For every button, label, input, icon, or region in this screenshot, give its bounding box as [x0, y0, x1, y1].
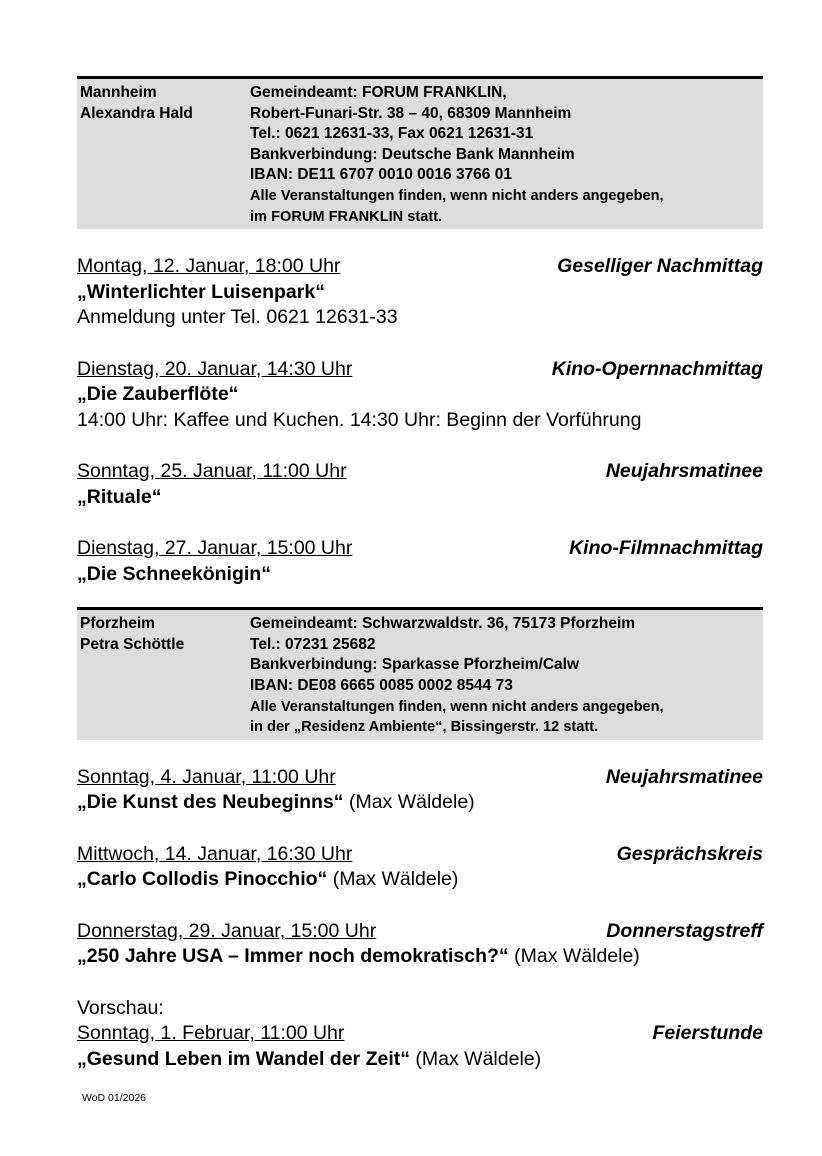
office-line: Gemeindeamt: FORUM FRANKLIN, — [250, 84, 507, 101]
city-name: Mannheim — [80, 84, 157, 101]
event-speaker: (Max Wäldele) — [327, 868, 459, 891]
event-detail: Anmeldung unter Tel. 0621 12631-33 — [77, 306, 398, 329]
event-speaker: (Max Wäldele) — [508, 945, 640, 968]
event-type: Feierstunde — [652, 1022, 763, 1045]
event-title: „Carlo Collodis Pinocchio“ — [77, 868, 328, 891]
event-title: „Gesund Leben im Wandel der Zeit“ — [77, 1047, 410, 1070]
event-date: Sonntag, 25. Januar, 11:00 Uhr — [77, 460, 347, 483]
event-date: Dienstag, 20. Januar, 14:30 Uhr — [77, 357, 353, 380]
bank-line: Bankverbindung: Deutsche Bank Mannheim — [250, 145, 575, 163]
address-column — [250, 83, 763, 227]
event-item — [77, 842, 763, 893]
event-item — [77, 254, 763, 331]
preview-label: Vorschau: — [77, 996, 164, 1019]
contact-person: Alexandra Hald — [80, 104, 193, 122]
note-line: in der „Residenz Ambiente“, Bissingerstr. 12 statt. — [250, 719, 599, 736]
event-type: Neujahrsmatinee — [605, 460, 763, 483]
event-item — [77, 459, 763, 510]
iban-line: IBAN: DE08 6665 0085 0002 8544 73 — [250, 676, 513, 694]
street-line: Robert-Funari-Str. 38 – 40, 68309 Mannheim — [250, 104, 572, 122]
event-title: „Die Schneekönigin“ — [77, 562, 271, 585]
document-page — [77, 76, 763, 1072]
note-line: Alle Veranstaltungen finden, wenn nicht anders angegeben, — [250, 698, 664, 715]
event-type: Neujahrsmatinee — [605, 765, 763, 788]
event-date: Dienstag, 27. Januar, 15:00 Uhr — [77, 537, 353, 560]
contact-column — [80, 83, 250, 227]
event-type: Geselliger Nachmittag — [557, 255, 763, 278]
iban-line: IBAN: DE11 6707 0010 0016 3766 01 — [250, 166, 512, 184]
event-date: Sonntag, 1. Februar, 11:00 Uhr — [77, 1022, 345, 1045]
phone-line: Tel.: 07231 25682 — [250, 635, 376, 653]
event-date: Montag, 12. Januar, 18:00 Uhr — [77, 255, 341, 278]
office-line: Gemeindeamt: Schwarzwaldstr. 36, 75173 Pforzheim — [250, 615, 636, 633]
event-item — [77, 765, 763, 816]
note-line: im FORUM FRANKLIN statt. — [250, 208, 443, 225]
event-type: Kino-Opernnachmittag — [551, 357, 763, 380]
note-line: Alle Veranstaltungen finden, wenn nicht anders angegeben, — [250, 187, 664, 204]
event-date: Donnerstag, 29. Januar, 15:00 Uhr — [77, 919, 377, 942]
info-box-mannheim — [77, 76, 763, 229]
event-title: „Die Kunst des Neubeginns“ — [77, 791, 344, 814]
address-column — [250, 614, 763, 738]
city-name: Pforzheim — [80, 615, 155, 633]
event-item — [77, 919, 763, 970]
contact-column — [80, 614, 250, 738]
event-speaker: (Max Wäldele) — [410, 1047, 542, 1070]
event-item — [77, 536, 763, 587]
contact-person: Petra Schöttle — [80, 635, 185, 653]
event-speaker: (Max Wäldele) — [343, 791, 475, 814]
event-type: Gesprächskreis — [616, 842, 763, 865]
event-type: Donnerstagstreff — [606, 919, 763, 942]
preview-item — [77, 996, 763, 1073]
bank-line: Bankverbindung: Sparkasse Pforzheim/Calw — [250, 656, 580, 674]
event-date: Mittwoch, 14. Januar, 16:30 Uhr — [77, 842, 353, 865]
event-title: „Die Zauberflöte“ — [77, 383, 239, 406]
event-title: „Winterlichter Luisenpark“ — [77, 280, 325, 303]
event-item — [77, 357, 763, 434]
footer-code: WoD 01/2026 — [82, 1092, 147, 1104]
phone-line: Tel.: 0621 12631-33, Fax 0621 12631-31 — [250, 125, 534, 143]
event-detail: 14:00 Uhr: Kaffee und Kuchen. 14:30 Uhr: Beginn der Vorführung — [77, 408, 642, 431]
info-box-pforzheim — [77, 607, 763, 740]
event-date: Sonntag, 4. Januar, 11:00 Uhr — [77, 765, 336, 788]
event-title: „Rituale“ — [77, 485, 162, 508]
event-type: Kino-Filmnachmittag — [569, 537, 763, 560]
event-title: „250 Jahre USA – Immer noch demokratisch?“ — [77, 945, 509, 968]
